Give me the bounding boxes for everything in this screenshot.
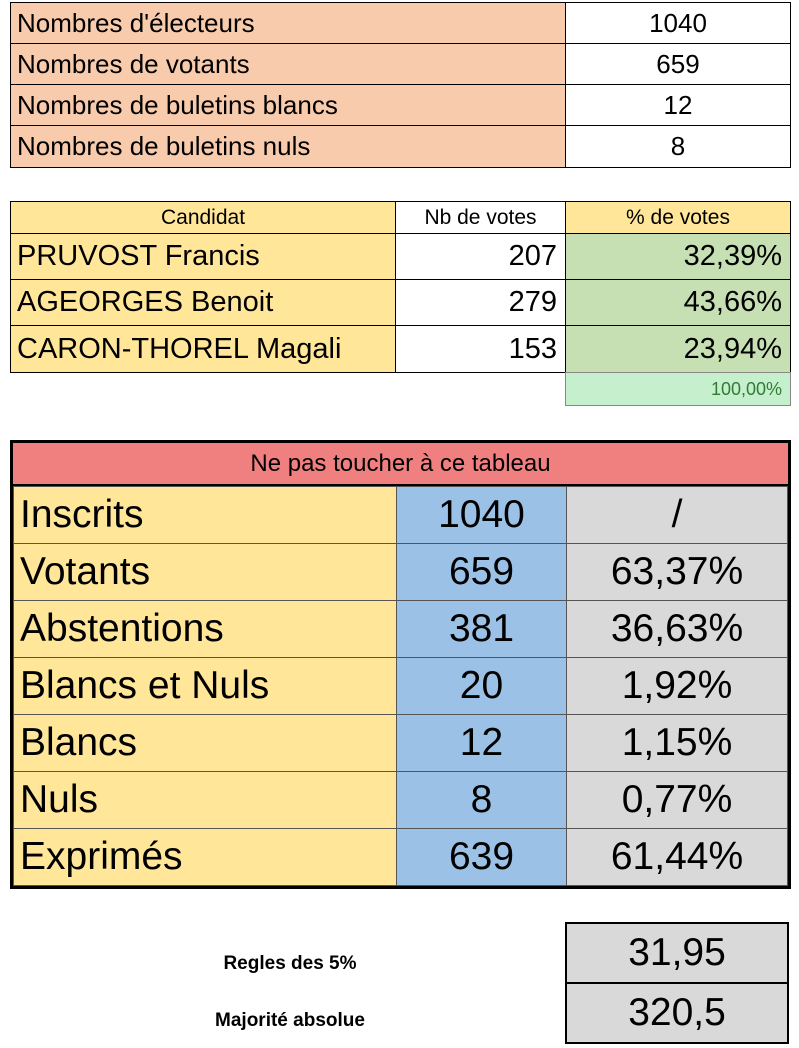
- summary-percent: 1,15%: [621, 721, 733, 764]
- summary-value: 20: [459, 664, 504, 707]
- blank-ballots-value-cell[interactable]: [565, 84, 791, 126]
- voters-value-cell[interactable]: [565, 43, 791, 85]
- electors-value-cell[interactable]: [565, 2, 791, 44]
- candidate-name-cell[interactable]: [10, 325, 396, 373]
- summary-value: 12: [459, 721, 504, 764]
- blank-ballots-value: 12: [663, 89, 693, 120]
- candidate-votes-cell[interactable]: [395, 279, 566, 326]
- candidate-percent-cell[interactable]: [565, 279, 791, 326]
- summary-value-cell[interactable]: [396, 543, 567, 601]
- rule-5-percent-value-cell[interactable]: [565, 922, 789, 984]
- summary-label: Nuls: [20, 778, 99, 821]
- summary-label: Exprimés: [20, 835, 183, 878]
- candidate-percent-cell[interactable]: [565, 325, 791, 373]
- total-percent: 100,00%: [710, 378, 782, 399]
- candidate-name: CARON-THOREL Magali: [17, 332, 342, 365]
- summary-label: Votants: [20, 550, 151, 593]
- summary-percent-cell[interactable]: [566, 771, 788, 829]
- summary-value-cell[interactable]: [396, 486, 567, 544]
- absolute-majority-value: 320,5: [628, 991, 726, 1034]
- null-ballots-value-cell[interactable]: [565, 125, 791, 168]
- summary-value-cell[interactable]: [396, 657, 567, 715]
- rule-5-percent-text: Regles des 5%: [223, 953, 357, 974]
- null-ballots-value: 8: [670, 131, 686, 161]
- summary-value-cell[interactable]: [396, 828, 567, 886]
- summary-label-cell[interactable]: [13, 657, 397, 715]
- candidate-column-header[interactable]: [10, 201, 396, 234]
- candidate-votes-cell[interactable]: [395, 325, 566, 373]
- candidate-percent: 32,39%: [683, 240, 782, 272]
- percent-column-header[interactable]: [565, 201, 791, 234]
- voters-label-cell[interactable]: [10, 43, 566, 85]
- candidate-percent: 43,66%: [683, 286, 782, 318]
- candidate-votes: 279: [508, 286, 557, 318]
- summary-percent: /: [671, 493, 683, 536]
- candidates-table: [10, 201, 791, 406]
- electors-label: Nombres d'électeurs: [17, 7, 255, 38]
- summary-value-cell[interactable]: [396, 714, 567, 772]
- summary-rows: [13, 486, 788, 886]
- candidate-percent: 23,94%: [683, 332, 782, 365]
- votes-header-text: Nb de votes: [424, 205, 537, 229]
- summary-label: Blancs: [20, 721, 138, 764]
- candidate-percent-cell[interactable]: [565, 233, 791, 280]
- summary-title-text: Ne pas toucher à ce tableau: [250, 449, 551, 477]
- absolute-majority-value-cell[interactable]: [565, 982, 789, 1044]
- summary-value: 639: [448, 835, 515, 878]
- percent-header-text: % de votes: [626, 205, 730, 229]
- votes-column-header[interactable]: [395, 201, 566, 234]
- blank-ballots-label: Nombres de buletins blancs: [17, 89, 338, 120]
- summary-label-cell[interactable]: [13, 771, 397, 829]
- rule-5-percent-label: [160, 946, 420, 982]
- candidate-name-cell[interactable]: [10, 233, 396, 280]
- summary-label: Blancs et Nuls: [20, 664, 270, 707]
- summary-percent-cell[interactable]: [566, 828, 788, 886]
- null-ballots-label: Nombres de buletins nuls: [17, 131, 311, 161]
- candidate-header-text: Candidat: [160, 205, 246, 229]
- summary-label-cell[interactable]: [13, 600, 397, 658]
- summary-table-title[interactable]: [13, 443, 788, 486]
- summary-label-cell[interactable]: [13, 828, 397, 886]
- absolute-majority-text: Majorité absolue: [215, 1010, 365, 1031]
- absolute-majority-label: [160, 1003, 420, 1039]
- candidate-name: AGEORGES Benoit: [17, 286, 274, 318]
- summary-percent-cell[interactable]: [566, 600, 788, 658]
- summary-percent-cell[interactable]: [566, 714, 788, 772]
- summary-label: Inscrits: [20, 493, 144, 536]
- summary-value: 659: [448, 550, 515, 593]
- candidate-name: PRUVOST Francis: [17, 240, 260, 272]
- electors-value: 1040: [649, 7, 707, 38]
- summary-percent: 36,63%: [610, 607, 744, 650]
- summary-value-cell[interactable]: [396, 600, 567, 658]
- summary-value: 8: [470, 778, 493, 821]
- candidate-votes: 153: [508, 332, 557, 365]
- voters-label: Nombres de votants: [17, 48, 250, 79]
- candidate-votes: 207: [508, 240, 557, 272]
- summary-percent-cell[interactable]: [566, 486, 788, 544]
- summary-percent: 1,92%: [621, 664, 733, 707]
- summary-percent-cell[interactable]: [566, 543, 788, 601]
- summary-value: 1040: [438, 493, 525, 536]
- summary-label: Abstentions: [20, 607, 224, 650]
- summary-label-cell[interactable]: [13, 486, 397, 544]
- summary-percent: 63,37%: [610, 550, 744, 593]
- summary-label-cell[interactable]: [13, 714, 397, 772]
- summary-percent-cell[interactable]: [566, 657, 788, 715]
- summary-percent: 0,77%: [621, 778, 733, 821]
- summary-value: 381: [448, 607, 515, 650]
- voters-value: 659: [656, 48, 700, 79]
- summary-label-cell[interactable]: [13, 543, 397, 601]
- electors-label-cell[interactable]: [10, 2, 566, 44]
- candidate-name-cell[interactable]: [10, 279, 396, 326]
- candidate-votes-cell[interactable]: [395, 233, 566, 280]
- total-percent-cell[interactable]: [565, 372, 791, 406]
- summary-percent: 61,44%: [610, 835, 744, 878]
- electors-table: [10, 2, 791, 168]
- null-ballots-label-cell[interactable]: [10, 125, 566, 168]
- blank-ballots-label-cell[interactable]: [10, 84, 566, 126]
- rule-5-percent-value: 31,95: [628, 931, 726, 974]
- summary-value-cell[interactable]: [396, 771, 567, 829]
